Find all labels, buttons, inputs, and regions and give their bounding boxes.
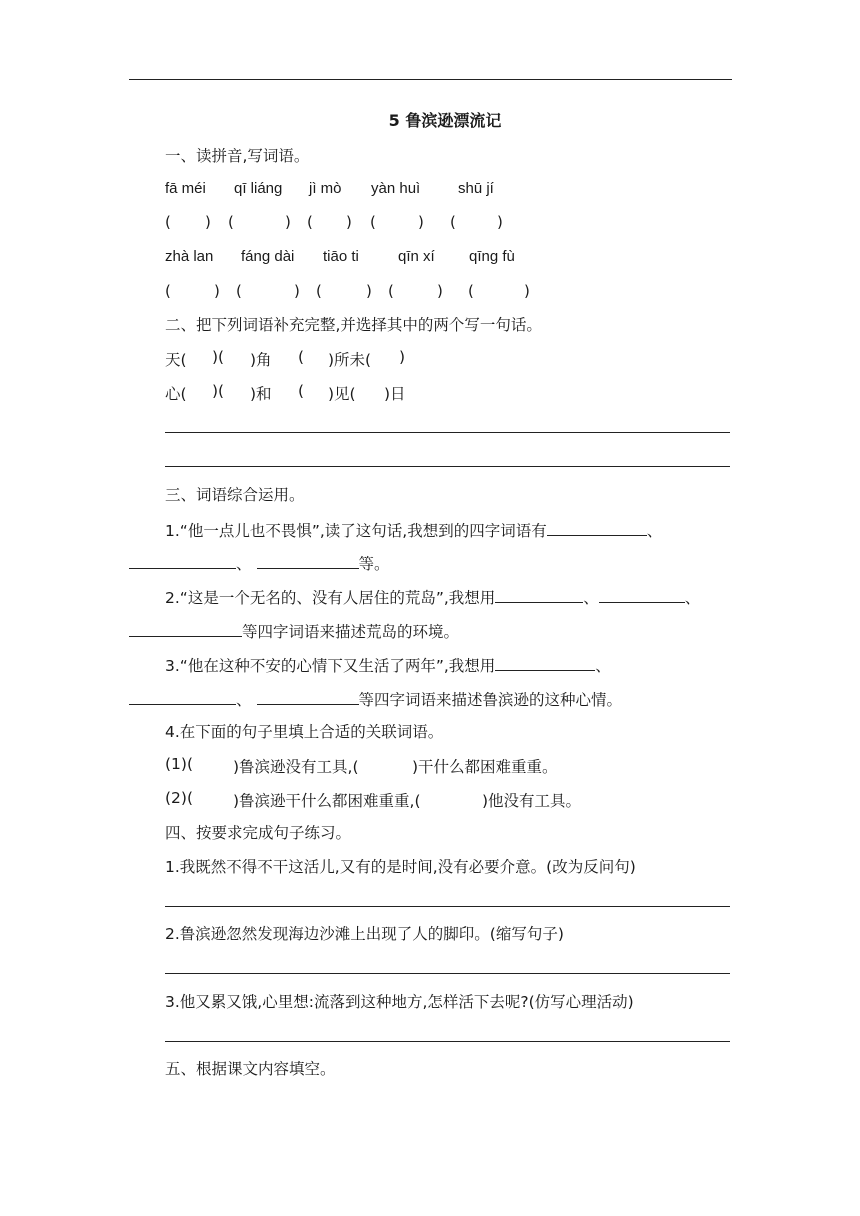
answer-line[interactable]	[165, 973, 730, 974]
pinyin-zha-lan: zhà lan	[165, 248, 214, 265]
section5-heading: 五、根据课文内容填空。	[165, 1060, 336, 1078]
q4-1-prompt: 1.我既然不得不干这活儿,又有的是时间,没有必要介意。(改为反问句)	[165, 858, 636, 876]
pinyin-qing-fu: qīng fù	[469, 248, 515, 265]
answer-line[interactable]	[165, 906, 730, 907]
pinyin-shu-ji: shū jí	[458, 180, 494, 197]
fill-blank[interactable]	[257, 687, 359, 705]
pinyin-fang-dai: fáng dài	[241, 248, 295, 265]
q3-2-line-a: 2.“这是一个无名的、没有人居住的荒岛”,我想用 、 、	[165, 585, 700, 609]
fill-blank[interactable]	[257, 551, 359, 569]
answer-line[interactable]	[165, 466, 730, 467]
page-title: 5 鲁滨逊漂流记	[388, 111, 502, 130]
pinyin-yan-hui: yàn huì	[371, 180, 421, 197]
fill-blank[interactable]	[495, 653, 595, 671]
q3-3-line-b: 、 等四字词语来描述鲁滨逊的这种心情。	[129, 687, 622, 711]
fill-blank[interactable]	[129, 687, 236, 705]
pinyin-tiao-ti: tiāo ti	[323, 248, 359, 265]
fill-blank[interactable]	[599, 585, 685, 603]
section2-heading: 二、把下列词语补充完整,并选择其中的两个写一句话。	[165, 316, 542, 334]
header-rule	[129, 79, 732, 80]
section3-heading: 三、词语综合运用。	[165, 486, 305, 504]
fill-blank[interactable]	[129, 551, 236, 569]
answer-line[interactable]	[165, 432, 730, 433]
section4-heading: 四、按要求完成句子练习。	[165, 824, 352, 842]
fill-blank[interactable]	[495, 585, 583, 603]
pinyin-qin-xi: qīn xí	[398, 248, 435, 265]
answer-line[interactable]	[165, 1041, 730, 1042]
pinyin-ji-mo: jì mò	[309, 180, 342, 197]
pinyin-qi-liang: qī liáng	[234, 180, 283, 197]
q3-2-line-b: 等四字词语来描述荒岛的环境。	[129, 619, 459, 643]
section1-heading: 一、读拼音,写词语。	[165, 147, 310, 165]
q4-2-prompt: 2.鲁滨逊忽然发现海边沙滩上出现了人的脚印。(缩写句子)	[165, 925, 564, 943]
q4-3-prompt: 3.他又累又饿,心里想:流落到这种地方,怎样活下去呢?(仿写心理活动)	[165, 993, 634, 1011]
q3-3-line-a: 3.“他在这种不安的心情下又生活了两年”,我想用 、	[165, 653, 611, 677]
pinyin-fa-mei: fā méi	[165, 180, 206, 197]
fill-blank[interactable]	[547, 518, 647, 536]
fill-blank[interactable]	[129, 619, 242, 637]
q3-1-line-b: 、 等。	[129, 551, 390, 575]
q3-4-prompt: 4.在下面的句子里填上合适的关联词语。	[165, 723, 444, 741]
q3-1-line-a: 1.“他一点儿也不畏惧”,读了这句话,我想到的四字词语有 、	[165, 518, 662, 542]
